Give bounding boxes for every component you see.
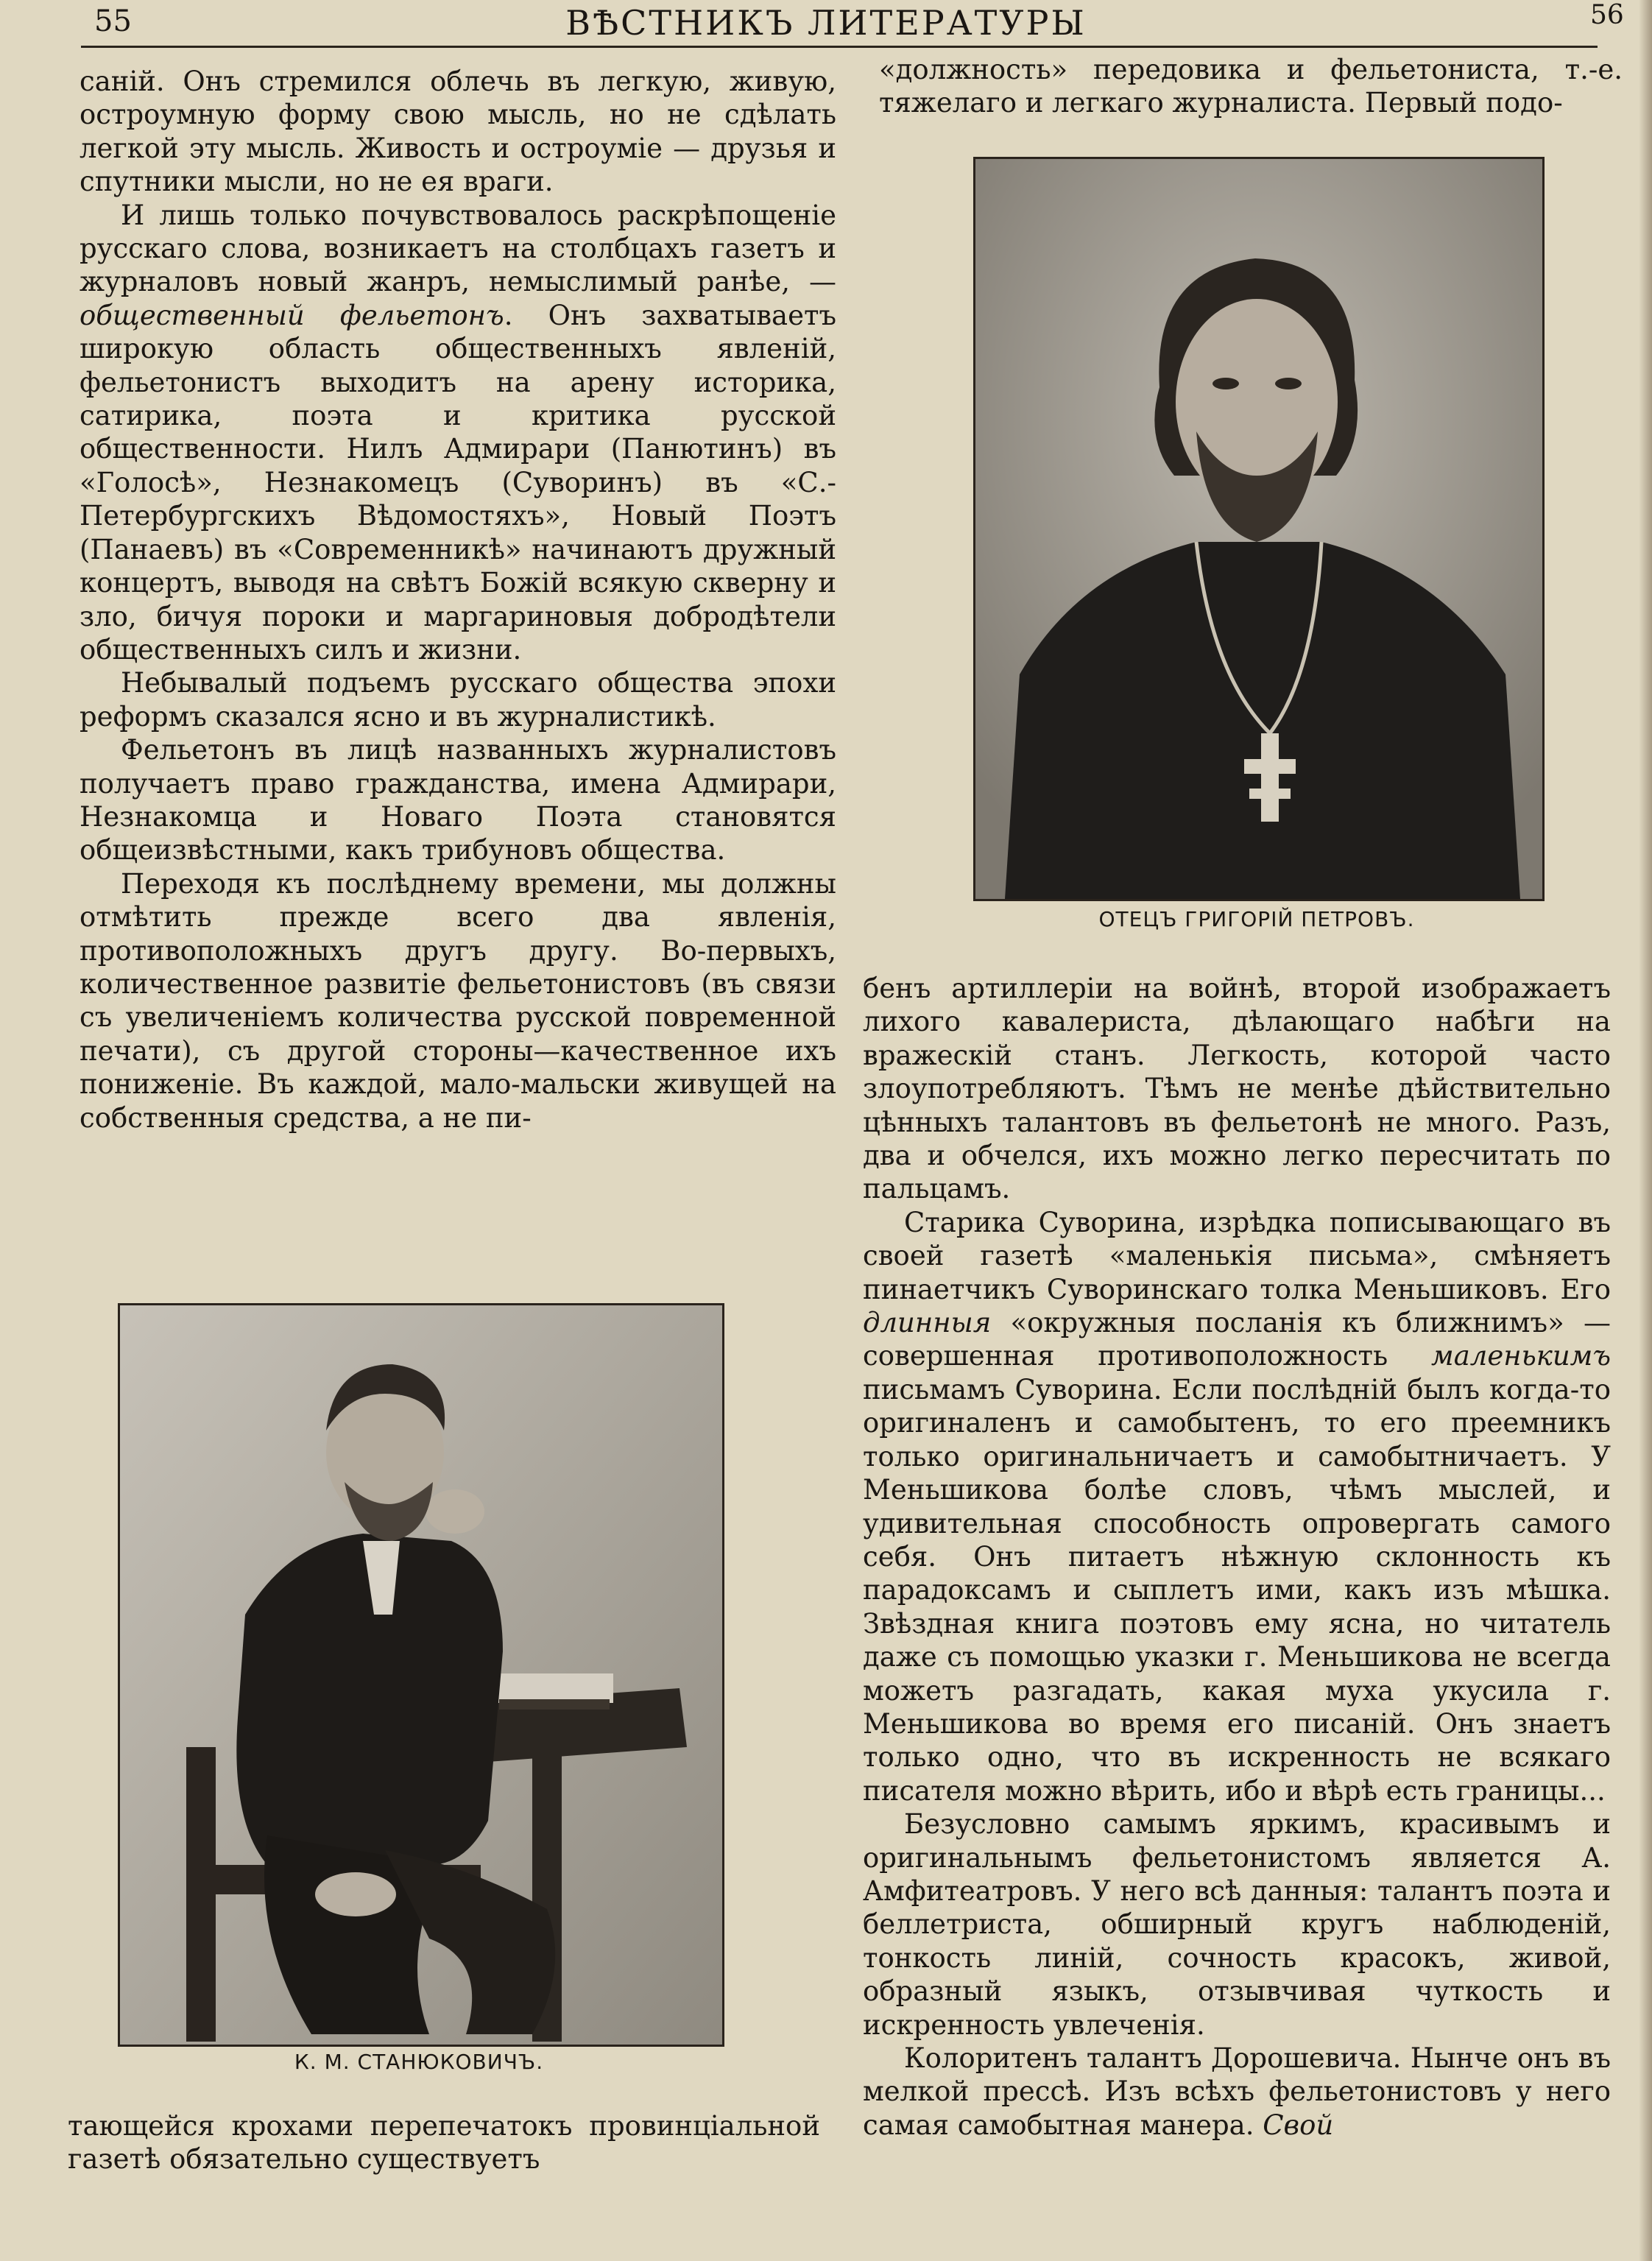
portrait-photo-stanyukovich: [118, 1303, 724, 2047]
paragraph: Небывалый подъемъ русскаго общества эпохи реформъ сказался ясно и въ журналистикѣ.: [80, 667, 836, 733]
paragraph: Переходя къ послѣднему времени, мы должны отмѣтить прежде всего два явленія, противоположныхъ другъ другу. Во-первыхъ, количественное развитіе фельетонистовъ (въ связи съ увеличеніемъ количества русской повременной печати), съ другой стороны—качественное ихъ пониженіе. Въ каждой, мало-мальски живущей на собственныя средства, а не пи-: [80, 867, 836, 1134]
page-number-right: 56: [1590, 0, 1624, 30]
paragraph: бенъ артиллеріи на войнѣ, второй изображаетъ лихого кавалериста, дѣлающаго набѣги на вражескій станъ. Легкость, которой часто злоупотребляютъ. Тѣмъ не менѣе дѣйствительно цѣнныхъ талантовъ въ фельетонѣ не много. Разъ, два и обчелся, ихъ можно легко пересчитать по пальцамъ.: [863, 973, 1611, 1205]
portrait-image: [975, 159, 1542, 899]
left-column-top: [80, 65, 836, 1135]
page-edge-shadow: [1639, 0, 1652, 2261]
portrait-photo-petrov: [973, 157, 1545, 901]
left-column-bottom: [68, 2109, 820, 2176]
photo-caption-petrov: ОТЕЦЪ ГРИГОРІЙ ПЕТРОВЪ.: [1098, 907, 1415, 931]
right-column-bottom: [863, 972, 1611, 2142]
photo-caption-stanyukovich: К. М. СТАНЮКОВИЧЪ.: [294, 2050, 544, 2074]
paragraph: тающейся крохами перепечатокъ провинціальной газетѣ обязательно существуетъ: [68, 2110, 820, 2176]
paragraph: Безусловно самымъ яркимъ, красивымъ и оригинальнымъ фельетонистомъ является А. Амфитеатровъ. У него всѣ данныя: талантъ поэта и беллетриста, обширный кругъ наблюденій, тонкость линій, сочность красокъ, живой, образный языкъ, отзывчивая чуткость и искренность увлеченія.: [863, 1808, 1611, 2041]
right-column-top: [879, 53, 1623, 120]
paragraph: «должность» передовика и фельетониста, т.-е. тяжелаго и легкаго журналиста. Первый подо-: [879, 54, 1623, 119]
running-head-title: ВѢСТНИКЪ ЛИТЕРАТУРЫ: [565, 3, 1087, 43]
page-number-left: 55: [94, 4, 132, 38]
paragraph: саній. Онъ стремился облечь въ легкую, живую, остроумную форму свою мысль, но не сдѣлать легкой эту мысль. Живость и остроуміе — друзья и спутники мысли, но не ея враги.: [80, 66, 836, 198]
paragraph: Колоритенъ талантъ Дорошевича. Нынче онъ въ мелкой прессѣ. Изъ всѣхъ фельетонистовъ у него самая самобытная манера. Свой: [863, 2042, 1611, 2141]
paragraph: Старика Суворина, изрѣдка пописывающаго въ своей газетѣ «маленькія письма», смѣняетъ пинаетчикъ Суворинскаго толка Меньшиковъ. Его длинныя «окружныя посланія къ ближнимъ» —совершенная противоположность маленькимъ письмамъ Суворина. Если послѣдній былъ когда-то оригиналенъ и самобытенъ, то его преемникъ только оригинальничаетъ и самобытничаетъ. У Меньшикова болѣе словъ, чѣмъ мыслей, и удивительная способность опровергать самого себя. Онъ питаетъ нѣжную склонность къ парадоксамъ и сыплетъ ими, какъ изъ мѣшка. Звѣздная книга поэтовъ ему ясна, но читатель даже съ помощью указки г. Меньшикова не всегда можетъ разгадать, какая муха укусила г. Меньшикова во время его писаній. Онъ знаетъ только одно, что въ искренность не всякаго писателя можно вѣрить, ибо и вѣрѣ есть границы...: [863, 1206, 1611, 1807]
paragraph: Фельетонъ въ лицѣ названныхъ журналистовъ получаетъ право гражданства, имена Адмирари, Незнакомца и Новаго Поэта становятся общеизвѣстными, какъ трибуновъ общества.: [80, 734, 836, 867]
header-rule: [81, 46, 1598, 48]
portrait-image: [120, 1305, 722, 2045]
paragraph: И лишь только почувствовалось раскрѣпощеніе русскаго слова, возникаетъ на столбцахъ газетъ и журналовъ новый жанръ, немыслимый ранѣе, —общественный фельетонъ. Онъ захватываетъ широкую область общественныхъ явленій, фельетонистъ выходитъ на арену историка, сатирика, поэта и критика русской общественности. Нилъ Адмирари (Панютинъ) въ «Голосѣ», Незнакомецъ (Суворинъ) въ «С.-Петербургскихъ Вѣдомостяхъ», Новый Поэтъ (Панаевъ) въ «Современникѣ» начинаютъ дружный концертъ, выводя на свѣтъ Божій всякую скверну и зло, бичуя пороки и маргариновыя добродѣтели общественныхъ силъ и жизни.: [80, 199, 836, 666]
